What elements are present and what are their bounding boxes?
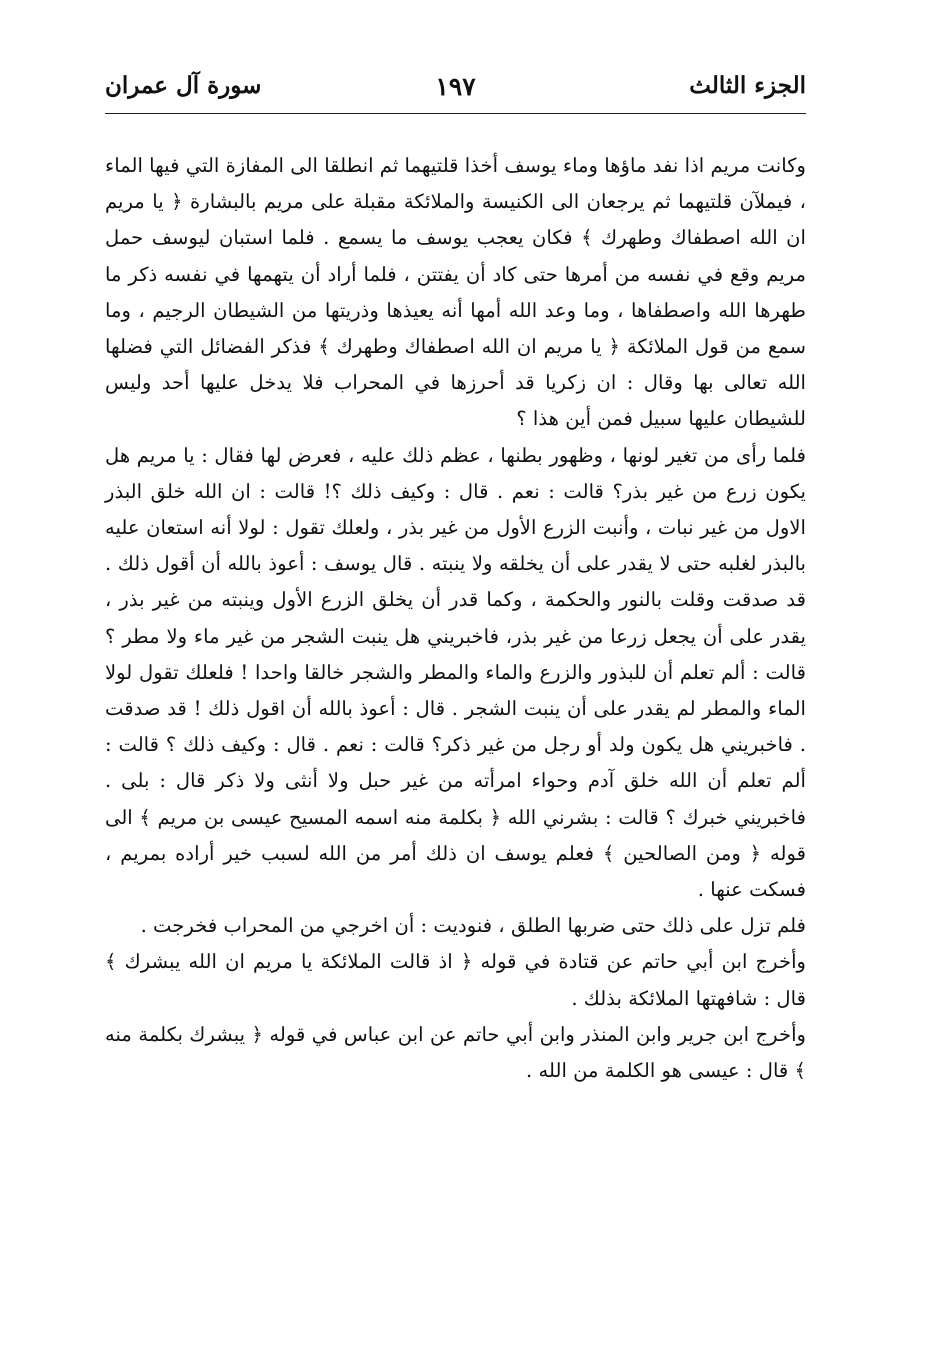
paragraph: وكانت مريم اذا نفد ماؤها وماء يوسف أخذا قلتيهما ثم انطلقا الى المفازة التي فيها الماء ، فيملآن قلتيهما ثم يرجعان الى الكنيسة والملائكة مقبلة على مريم بالبشارة ﴿ يا مريم ان الله اصطفاك وطهرك ﴾ فكان يعجب يوسف ما يسمع . فلما استبان ليوسف حمل مريم وقع في نفسه من أمرها حتى كاد أن يفتتن ، فلما أراد أن يتهمها في نفسه ذكر ما طهرها الله واصطفاها ، وما وعد الله أمها أنه يعيذها وذريتها من الشيطان الرجيم ، وما سمع من قول الملائكة ﴿ يا مريم ان الله اصطفاك وطهرك ﴾ فذكر الفضائل التي فضلها الله تعالى بها وقال : ان زكريا قد أحرزها في المحراب فلا يدخل عليها أحد وليس للشيطان عليها سبيل فمن أين هذا ؟ xyxy=(105,154,806,431)
paragraph: فلم تزل على ذلك حتى ضربها الطلق ، فنوديت : أن اخرجي من المحراب فخرجت . xyxy=(140,914,806,938)
paragraph: وأخرج ابن جرير وابن المنذر وابن أبي حاتم عن ابن عباس في قوله ﴿ يبشرك بكلمة منه ﴾ قال : عيسى هو الكلمة من الله . xyxy=(105,1022,806,1083)
header-rule xyxy=(105,113,806,114)
page-header xyxy=(105,70,806,110)
paragraph: فلما رأى من تغير لونها ، وظهور بطنها ، عظم ذلك عليه ، فعرض لها فقال : يا مريم هل يكون زرع من غير بذر؟ قالت : نعم . قال : وكيف ذلك ؟! قالت : ان الله خلق البذر الاول من غير نبات ، وأنبت الزرع الأول من غير بذر ، ولعلك تقول : لولا أنه استعان عليه بالبذر لغلبه حتى لا يقدر على أن يخلقه ولا ينبته . قال يوسف : أعوذ بالله أن أقول ذلك . قد صدقت وقلت بالنور والحكمة ، وكما قدر أن يخلق الزرع الأول وينبته من غير بذر ، يقدر على أن يجعل زرعا من غير بذر، فاخبريني هل ينبت الشجر من غير ماء ولا مطر ؟ قالت : ألم تعلم أن للبذور والزرع والماء والمطر والشجر خالقا واحدا ! فلعلك تقول لولا الماء والمطر لم يقدر على أن ينبت الشجر . قال : أعوذ بالله أن اقول ذلك ! قد صدقت . فاخبريني هل يكون ولد أو رجل من غير ذكر؟ قالت : نعم . قال : وكيف ذلك ؟ قالت : ألم تعلم أن الله خلق آدم وحواء امرأته من غير حبل ولا أنثى ولا ذكر قال : بلى . فاخبريني خبرك ؟ قالت : بشرني الله ﴿ بكلمة منه اسمه المسيح عيسى بن مريم ﴾ الى قوله ﴿ ومن الصالحين ﴾ فعلم يوسف ان ذلك أمر من الله لسبب خير أراده بمريم ، فسكت عنها . xyxy=(105,443,806,902)
page-body xyxy=(105,148,806,1089)
page-number: ١٩٧ xyxy=(435,72,476,101)
paragraph: وأخرج ابن أبي حاتم عن قتادة في قوله ﴿ اذ قالت الملائكة يا مريم ان الله يبشرك ﴾ قال : شافهتها الملائكة بذلك . xyxy=(105,950,806,1010)
surah-title: سورة آل عمران xyxy=(105,72,262,99)
part-title: الجزء الثالث xyxy=(689,72,806,99)
